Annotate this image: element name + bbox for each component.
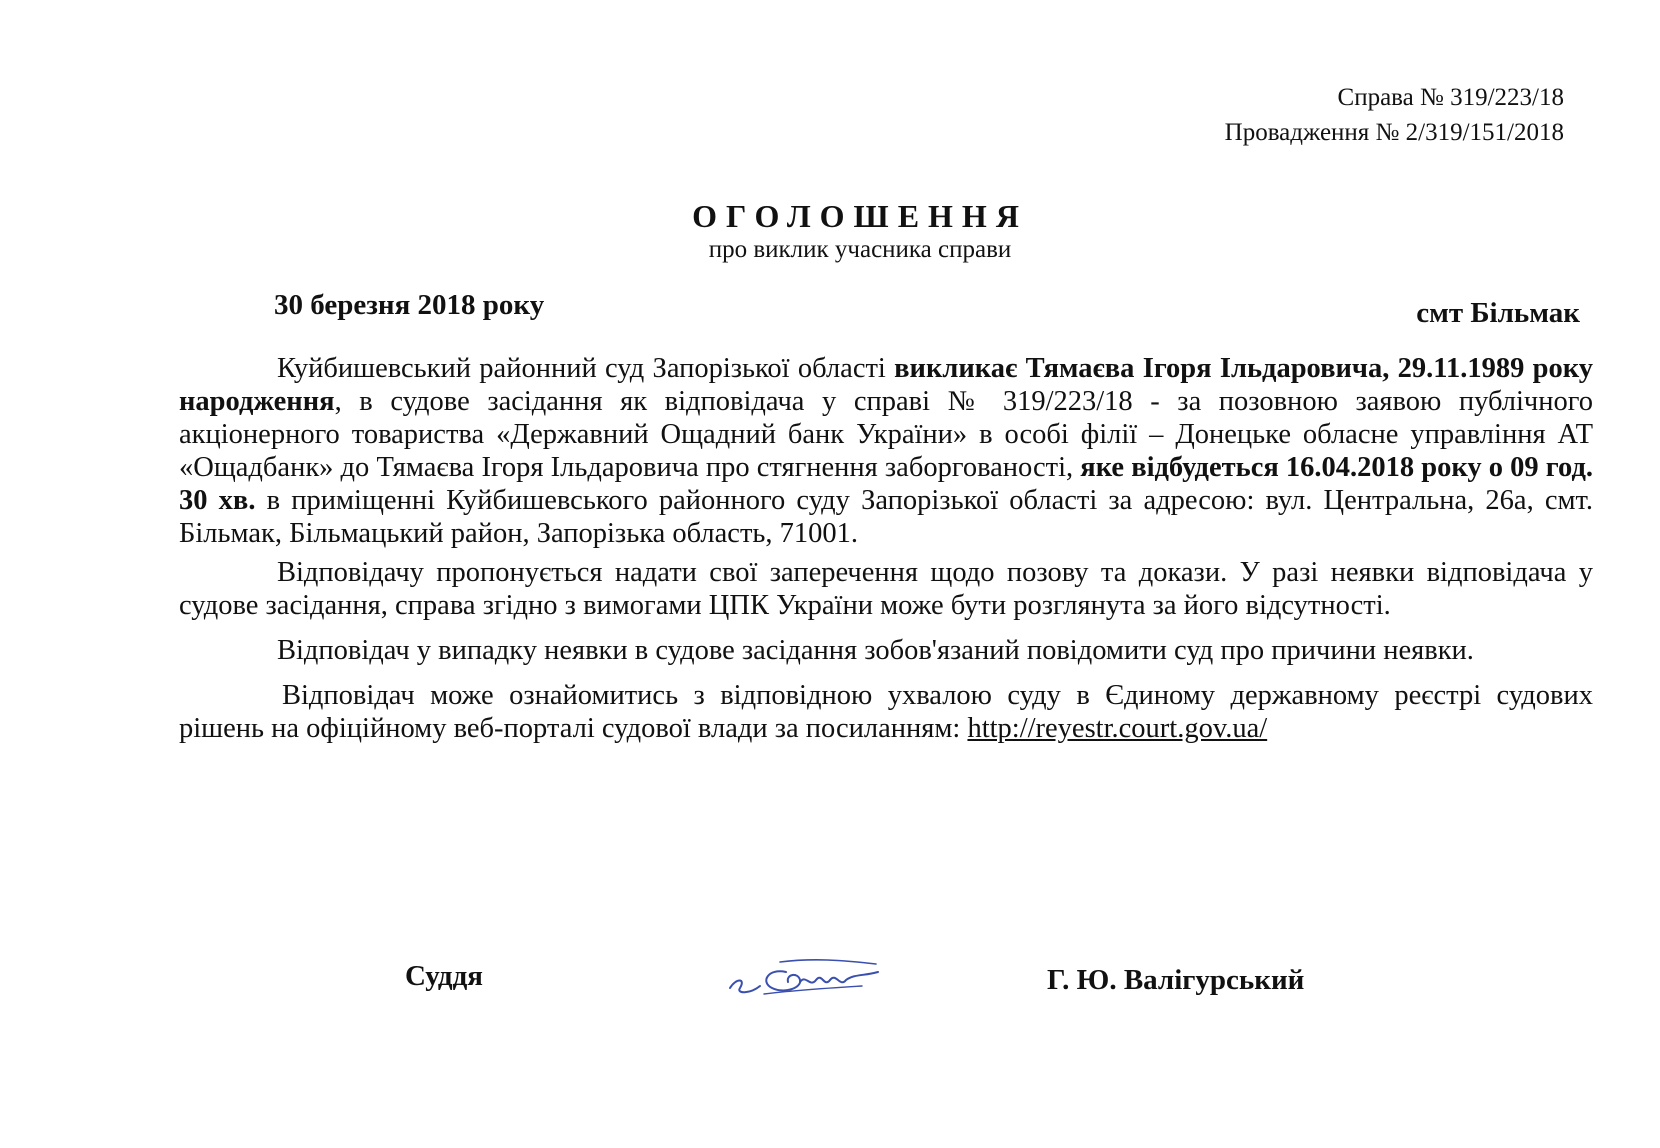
registry-text: Відповідач може ознайомитись з відповідною ухвалою суду в Єдиному державному реєстрі судових рішень на офіційному веб-порталі судової влади за посиланням: (179, 680, 1593, 744)
document-date: 30 березня 2018 року (274, 289, 545, 321)
document-subtitle: про виклик учасника справи (708, 236, 1012, 263)
paragraph-summons (179, 352, 1593, 550)
document-place: смт Більмак (1416, 297, 1580, 329)
paragraph-registry (179, 679, 1593, 745)
judge-role: Суддя (405, 960, 483, 992)
summons-text-1: Куйбишевський районний суд Запорізької області (277, 353, 895, 384)
signature-stroke-1 (730, 981, 760, 993)
signature-image (726, 952, 898, 1010)
case-number: Справа № 319/223/18 (1337, 84, 1564, 111)
proceeding-number: Провадження № 2/319/151/2018 (1224, 119, 1564, 146)
paragraph-absence: Відповідач у випадку неявки в судове засідання зобов'язаний повідомити суд про причини неявки. (277, 635, 1474, 666)
document-body (179, 352, 1593, 745)
summons-bold-1: викликає Тямаєва Ігоря Ільдаровича, 29.11.1989 року народження (179, 353, 1594, 417)
signature-stroke-4 (780, 960, 876, 964)
case-reference (1225, 80, 1564, 150)
summons-text-2: , в судове засідання як відповідача у справі № 319/223/18 - за позовною заявою публічного акціонерного товариства «Державний Ощадний банк України» в особі філії – Донецьке обласне управління АТ «Ощадбанк» до Тямаєва Ігоря Ільдаровича про стягнення заборгованості, (179, 386, 1593, 483)
document-title: ОГОЛОШЕННЯ (692, 198, 1028, 234)
registry-link[interactable]: http://reyestr.court.gov.ua/ (967, 713, 1268, 744)
summons-bold-2: яке відбудеться 16.04.2018 року о 09 год. 30 хв. (179, 452, 1594, 516)
signature-stroke-3 (800, 972, 878, 983)
judge-name: Г. Ю. Валігурський (1047, 964, 1305, 996)
signature-stroke-2 (766, 971, 800, 990)
summons-text-3: в приміщенні Куйбишевського районного суду Запорізької області за адресою: вул. Центральна, 26а, смт. Більмак, Більмацький район, Запорізька область, 71001. (179, 485, 1593, 549)
paragraph-objections: Відповідачу пропонується надати свої заперечення щодо позову та докази. У разі неявки відповідача у судове засідання, справа згідно з вимогами ЦПК України може бути розглянута за його відсутності. (179, 557, 1593, 621)
